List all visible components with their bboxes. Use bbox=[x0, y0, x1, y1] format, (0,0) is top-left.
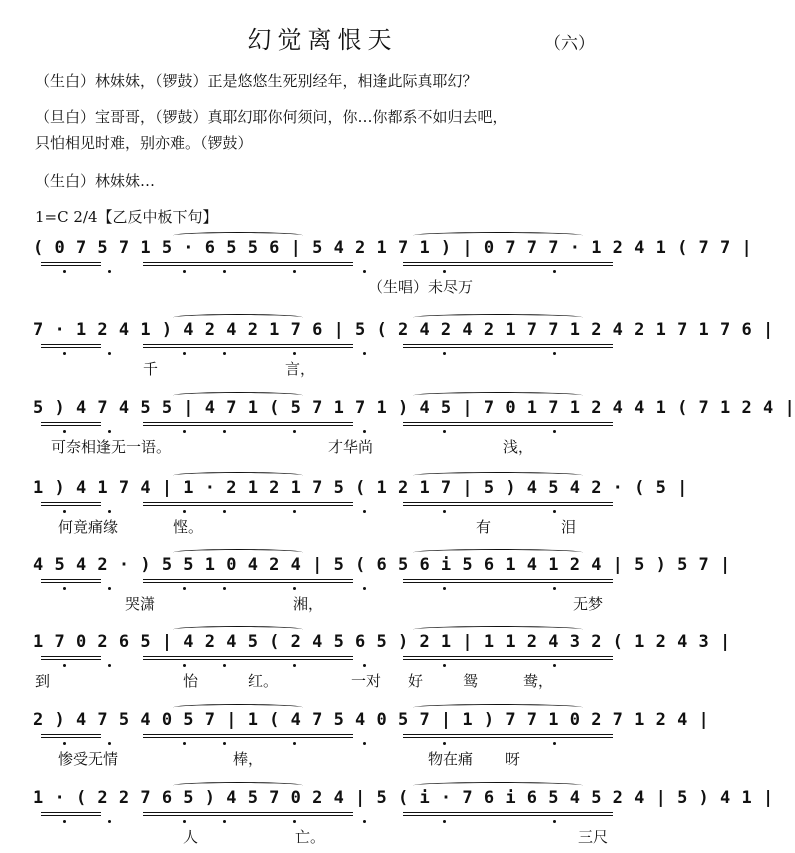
octave-dot bbox=[553, 587, 556, 590]
beam-line bbox=[41, 734, 101, 735]
lyric-word: 鸯， bbox=[523, 672, 554, 690]
octave-dot bbox=[223, 510, 226, 513]
octave-dot bbox=[63, 664, 66, 667]
notation-line: ( 0 7 5 7 1 5 · 6 5 5 6 | 5 4 2 1 7 1 ) | 0 7 7 7 · 1 2 4 1 ( 7 7 | bbox=[33, 238, 753, 258]
octave-dot bbox=[223, 270, 226, 273]
octave-dot bbox=[63, 510, 66, 513]
lyric-word: 言， bbox=[285, 360, 316, 378]
octave-dot bbox=[108, 664, 111, 667]
beam-line bbox=[263, 582, 353, 583]
beam-line bbox=[143, 425, 263, 426]
beam-line bbox=[41, 505, 101, 506]
beam-line bbox=[503, 659, 613, 660]
lyric-word: 三尺 bbox=[578, 828, 609, 846]
octave-dot bbox=[553, 270, 556, 273]
beam-line bbox=[263, 344, 353, 345]
dialogue-line: （生白）林妹妹，（锣鼓）正是悠悠生死别经年，相逢此际真耶幻？ bbox=[35, 72, 478, 90]
octave-dot bbox=[443, 352, 446, 355]
lyric-word: 亡。 bbox=[295, 828, 326, 846]
lyric-word: 鸳 bbox=[463, 672, 479, 690]
octave-dot bbox=[553, 820, 556, 823]
staff-line bbox=[33, 632, 731, 690]
beam-line bbox=[263, 265, 353, 266]
beam-line bbox=[143, 422, 263, 423]
octave-dot bbox=[443, 664, 446, 667]
beam-line bbox=[263, 815, 353, 816]
beam-line bbox=[503, 812, 613, 813]
notation-line: 7 · 1 2 4 1 ) 4 2 4 2 1 7 6 | 5 ( 2 4 2 4 2 1 7 7 1 2 4 2 1 7 1 7 6 | bbox=[33, 320, 774, 340]
key-signature: 1=C 2/4【乙反中板下句】 bbox=[35, 208, 218, 226]
octave-dot bbox=[443, 430, 446, 433]
beam-line bbox=[263, 502, 353, 503]
slur-mark bbox=[173, 232, 303, 239]
slur-mark bbox=[173, 392, 303, 399]
octave-dot bbox=[223, 742, 226, 745]
beam-line bbox=[41, 579, 101, 580]
beam-line bbox=[263, 812, 353, 813]
octave-dot bbox=[183, 352, 186, 355]
slur-mark bbox=[413, 549, 583, 556]
lyric-word: 到 bbox=[35, 672, 51, 690]
beam-line bbox=[503, 502, 613, 503]
staff-line bbox=[33, 320, 774, 378]
slur-mark bbox=[413, 782, 583, 789]
octave-dot bbox=[63, 430, 66, 433]
lyric-word: 呀 bbox=[505, 750, 521, 768]
song-title: 幻觉离恨天 bbox=[247, 26, 398, 54]
beam-line bbox=[503, 262, 613, 263]
lyric-word: 好 bbox=[408, 672, 424, 690]
beam-line bbox=[503, 582, 613, 583]
slur-mark bbox=[173, 782, 303, 789]
octave-dot bbox=[293, 820, 296, 823]
octave-dot bbox=[183, 820, 186, 823]
octave-dot bbox=[363, 742, 366, 745]
beam-line bbox=[263, 659, 353, 660]
lyric-word: 红。 bbox=[248, 672, 279, 690]
notation-line: 5 ) 4 7 4 5 5 | 4 7 1 ( 5 7 1 7 1 ) 4 5 | 7 0 1 7 1 2 4 4 1 ( 7 1 2 4 | bbox=[33, 398, 795, 418]
slur-mark bbox=[173, 704, 303, 711]
beam-line bbox=[143, 505, 263, 506]
beam-line bbox=[143, 344, 263, 345]
octave-dot bbox=[223, 430, 226, 433]
lyrics-line bbox=[33, 436, 623, 458]
octave-dot bbox=[363, 510, 366, 513]
slur-mark bbox=[413, 626, 583, 633]
beam-line bbox=[503, 815, 613, 816]
octave-dot bbox=[443, 270, 446, 273]
octave-dot bbox=[223, 352, 226, 355]
slur-mark bbox=[173, 549, 303, 556]
beam-line bbox=[263, 425, 353, 426]
staff-line bbox=[33, 710, 710, 768]
octave-dot bbox=[223, 820, 226, 823]
lyric-word: 才华尚 bbox=[328, 438, 374, 456]
beam-line bbox=[41, 812, 101, 813]
octave-dot bbox=[553, 430, 556, 433]
beam-line bbox=[503, 347, 613, 348]
beam-line bbox=[143, 812, 263, 813]
beam-line bbox=[263, 734, 353, 735]
octave-dot bbox=[108, 820, 111, 823]
slur-mark bbox=[173, 472, 303, 479]
octave-dot bbox=[293, 270, 296, 273]
beam-line bbox=[41, 265, 101, 266]
beam-line bbox=[143, 579, 263, 580]
beam-line bbox=[263, 347, 353, 348]
beam-line bbox=[263, 737, 353, 738]
lyric-word: 哭潇 bbox=[125, 595, 156, 613]
lyrics-line bbox=[33, 593, 623, 615]
octave-dot bbox=[293, 742, 296, 745]
beam-line bbox=[41, 656, 101, 657]
octave-dot bbox=[108, 742, 111, 745]
beam-line bbox=[503, 737, 613, 738]
staff-line bbox=[33, 398, 795, 456]
octave-dot bbox=[293, 430, 296, 433]
beam-line bbox=[503, 734, 613, 735]
octave-dot bbox=[108, 587, 111, 590]
beam-line bbox=[41, 425, 101, 426]
beam-line bbox=[143, 656, 263, 657]
beam-line bbox=[143, 582, 263, 583]
octave-dot bbox=[363, 270, 366, 273]
octave-dot bbox=[363, 352, 366, 355]
octave-dot bbox=[293, 664, 296, 667]
octave-dot bbox=[63, 820, 66, 823]
lyric-word: 一对 bbox=[351, 672, 382, 690]
staff-line bbox=[33, 788, 774, 846]
octave-dot bbox=[108, 352, 111, 355]
lyric-word: 物在痛 bbox=[428, 750, 474, 768]
lyric-word: 惨受无情 bbox=[58, 750, 119, 768]
lyric-word: 可奈相逢无一语。 bbox=[51, 438, 172, 456]
octave-dot bbox=[553, 352, 556, 355]
octave-dot bbox=[363, 820, 366, 823]
octave-dot bbox=[183, 742, 186, 745]
dialogue-line: 只怕相见时难，别亦难。（锣鼓） bbox=[35, 134, 253, 152]
beam-line bbox=[41, 344, 101, 345]
octave-dot bbox=[443, 820, 446, 823]
octave-dot bbox=[183, 430, 186, 433]
beam-line bbox=[41, 582, 101, 583]
beam-line bbox=[143, 737, 263, 738]
slur-mark bbox=[413, 704, 583, 711]
octave-dot bbox=[363, 664, 366, 667]
beam-line bbox=[503, 265, 613, 266]
beam-line bbox=[41, 347, 101, 348]
octave-dot bbox=[363, 430, 366, 433]
beam-line bbox=[503, 656, 613, 657]
slur-mark bbox=[413, 232, 583, 239]
beam-line bbox=[143, 734, 263, 735]
beam-line bbox=[41, 502, 101, 503]
lyrics-line bbox=[33, 748, 623, 770]
octave-dot bbox=[223, 664, 226, 667]
beam-line bbox=[503, 425, 613, 426]
lyric-word: 悭。 bbox=[173, 518, 204, 536]
dialogue-line: （旦白）宝哥哥，（锣鼓）真耶幻耶你何须问，你…你都系不如归去吧， bbox=[35, 108, 508, 126]
octave-dot bbox=[223, 587, 226, 590]
octave-dot bbox=[63, 352, 66, 355]
beam-line bbox=[143, 659, 263, 660]
lyric-word: （生唱）未尽万 bbox=[368, 278, 474, 296]
octave-dot bbox=[183, 587, 186, 590]
lyrics-line bbox=[33, 826, 623, 848]
octave-dot bbox=[363, 587, 366, 590]
beam-line bbox=[41, 659, 101, 660]
slur-mark bbox=[173, 314, 303, 321]
lyrics-line bbox=[33, 670, 623, 692]
beam-line bbox=[143, 262, 263, 263]
slur-mark bbox=[413, 392, 583, 399]
octave-dot bbox=[553, 664, 556, 667]
lyric-word: 人 bbox=[183, 828, 199, 846]
staff-line bbox=[33, 478, 688, 536]
notation-line: 1 7 0 2 6 5 | 4 2 4 5 ( 2 4 5 6 5 ) 2 1 | 1 1 2 4 3 2 ( 1 2 4 3 | bbox=[33, 632, 731, 652]
slur-mark bbox=[413, 472, 583, 479]
octave-dot bbox=[443, 510, 446, 513]
beam-line bbox=[503, 344, 613, 345]
beam-line bbox=[263, 262, 353, 263]
octave-dot bbox=[63, 270, 66, 273]
lyric-word: 泪 bbox=[561, 518, 577, 536]
lyric-word: 无梦 bbox=[573, 595, 604, 613]
part-number: （六） bbox=[544, 34, 595, 54]
octave-dot bbox=[183, 664, 186, 667]
beam-line bbox=[41, 422, 101, 423]
octave-dot bbox=[293, 352, 296, 355]
slur-mark bbox=[413, 314, 583, 321]
notation-line: 4 5 4 2 · ) 5 5 1 0 4 2 4 | 5 ( 6 5 6 i 5 6 1 4 1 2 4 | 5 ) 5 7 | bbox=[33, 555, 731, 575]
beam-line bbox=[41, 815, 101, 816]
beam-line bbox=[503, 579, 613, 580]
octave-dot bbox=[293, 587, 296, 590]
lyric-word: 何竟痛缘 bbox=[58, 518, 119, 536]
staff-line bbox=[33, 238, 753, 296]
lyrics-line bbox=[33, 276, 623, 298]
beam-line bbox=[143, 815, 263, 816]
beam-line bbox=[503, 422, 613, 423]
lyric-word: 千 bbox=[143, 360, 159, 378]
beam-line bbox=[41, 262, 101, 263]
beam-line bbox=[143, 347, 263, 348]
octave-dot bbox=[553, 742, 556, 745]
dialogue-line: （生白）林妹妹… bbox=[35, 172, 156, 190]
octave-dot bbox=[293, 510, 296, 513]
lyric-word: 湘， bbox=[293, 595, 324, 613]
octave-dot bbox=[108, 270, 111, 273]
octave-dot bbox=[443, 587, 446, 590]
octave-dot bbox=[108, 510, 111, 513]
octave-dot bbox=[63, 742, 66, 745]
octave-dot bbox=[108, 430, 111, 433]
beam-line bbox=[503, 505, 613, 506]
slur-mark bbox=[173, 626, 303, 633]
lyrics-line bbox=[33, 358, 623, 380]
beam-line bbox=[263, 656, 353, 657]
lyrics-line bbox=[33, 516, 623, 538]
octave-dot bbox=[63, 587, 66, 590]
beam-line bbox=[143, 265, 263, 266]
beam-line bbox=[263, 422, 353, 423]
lyric-word: 棒， bbox=[233, 750, 264, 768]
lyric-word: 怡 bbox=[183, 672, 199, 690]
beam-line bbox=[143, 502, 263, 503]
notation-line: 1 · ( 2 2 7 6 5 ) 4 5 7 0 2 4 | 5 ( i · 7 6 i 6 5 4 5 2 4 | 5 ) 4 1 | bbox=[33, 788, 774, 808]
lyric-word: 浅， bbox=[503, 438, 534, 456]
staff-line bbox=[33, 555, 731, 613]
beam-line bbox=[263, 579, 353, 580]
octave-dot bbox=[553, 510, 556, 513]
octave-dot bbox=[183, 270, 186, 273]
beam-line bbox=[263, 505, 353, 506]
notation-line: 1 ) 4 1 7 4 | 1 · 2 1 2 1 7 5 ( 1 2 1 7 | 5 ) 4 5 4 2 · ( 5 | bbox=[33, 478, 688, 498]
octave-dot bbox=[183, 510, 186, 513]
octave-dot bbox=[443, 742, 446, 745]
beam-line bbox=[41, 737, 101, 738]
notation-line: 2 ) 4 7 5 4 0 5 7 | 1 ( 4 7 5 4 0 5 7 | 1 ) 7 7 1 0 2 7 1 2 4 | bbox=[33, 710, 710, 730]
lyric-word: 有 bbox=[476, 518, 492, 536]
